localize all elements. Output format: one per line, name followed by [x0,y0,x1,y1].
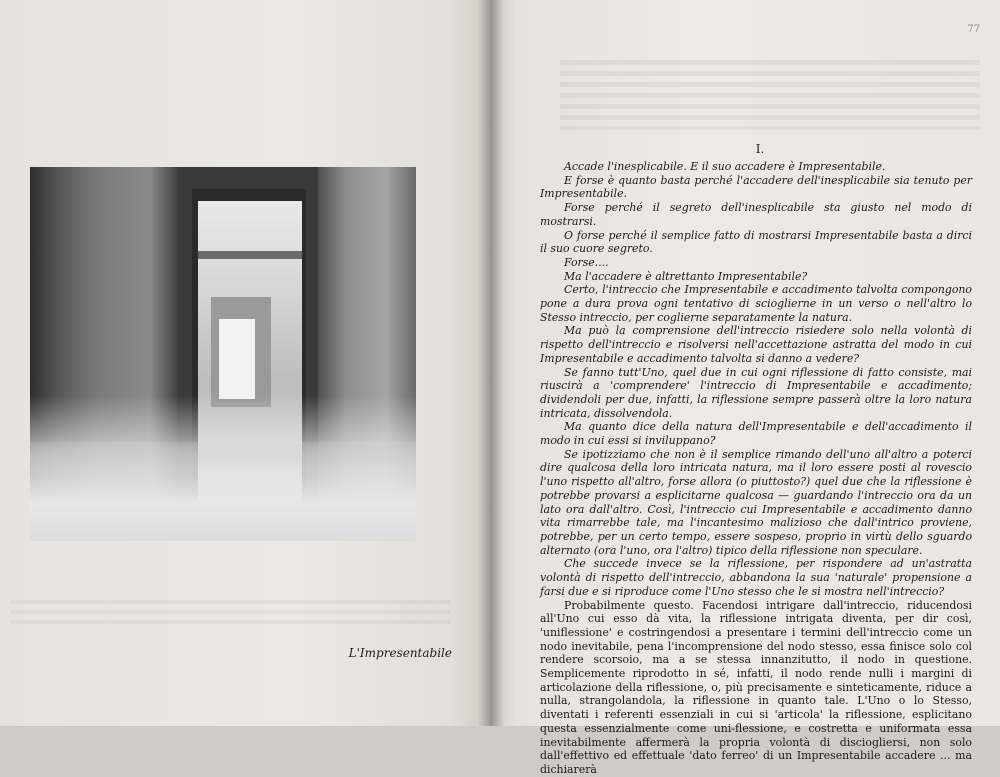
paragraph: Forse perché il segreto dell'inesplicabile sta giusto nel modo di mostrarsi. [540,201,972,228]
paragraph: Accade l'inesplicabile. E il suo accadere è Impresentabile. [564,160,886,173]
paragraph: Ma può la comprensione dell'intreccio risiedere solo nella volontà di rispetto dell'intreccio e risolversi nell'accettazione astratta del modo in cui Impresentabile e accadimento talvolta si danno a vedere? [540,324,972,365]
paragraph: Ma quanto dice della natura dell'Impresentabile e dell'accadimento il modo in cui essi si inviluppano? [540,420,972,448]
page-number: 77 [967,24,980,35]
paragraph: Certo, l'intreccio che Impresentabile e accadimento talvolta compongono pone a dura prova ogni tentativo di scioglierne in un verso o nell'altro lo Stesso intreccio, per coglierne separatamente la natura. [540,283,972,324]
body-text [540,160,972,777]
bleed-through-text [560,60,980,130]
left-page [0,0,490,726]
paragraph: E forse è quanto basta perché l'accadere dell'inesplicabile sia tenuto per Impresentabile. [540,173,972,201]
bleed-through-text [10,600,450,630]
section-number: I. [755,142,765,156]
book-gutter [478,0,504,726]
paragraph: Se fanno tutt'Uno, quel due in cui ogni riflessione di fatto consiste, mai riuscirà a 'comprendere' l'intreccio di Impresentabile e accadimento; dividendoli per due, infatti, la riflessione sempre passerà oltre la loro natura intricata, dissolvendola. [540,365,972,420]
photo-caption: L'Impresentabile [348,646,452,660]
paragraph: Se ipotizziamo che non è il semplice rimando dell'uno all'altro a poterci dire qualcosa della loro intricata natura, ma il loro essere posti al rovescio l'uno rispetto all'altro, forse allora (o piuttosto?) quel due che la riflessione è potrebbe provarsi a esplicitarne qualcosa — guardando l'intreccio ora da un lato ora dall'altro. Così, l'intreccio cui Impresentabile e accadimento danno vita rimarrebbe tale, ma l'incantesimo malizioso che dall'intrico proviene, potrebbe, per un certo tempo, essere sospeso, proprio in virtù dello sguardo alternato (ora l'uno, ora l'altro) tipico della riflessione non speculare. [540,447,972,557]
paragraph: Forse.... [564,255,609,269]
paragraph: O forse perché il semplice fatto di mostrarsi Impresentabile basta a dirci il suo cuore segreto. [540,228,972,256]
paragraph: Che succede invece se la riflessione, per rispondere ad un'astratta volontà di rispetto dell'intreccio, abbandona la sua 'naturale' propensione a farsi due e si riproduce come l'Uno stesso che le si mostra nell'intreccio? [540,557,972,598]
paragraph: Probabilmente questo. Facendosi intrigare dall'intreccio, riducendosi all'Uno cui esso dà vita, la riflessione intrigata diventa, per dir così, 'uniflessione' e costringendosi a presentare i termini dell'intreccio come un nodo inevitabile, pena l'incomprensione del nodo stesso, essa finisce solo col rendere scorsoio, ma a se stessa innanzitutto, il nodo in questione. Semplicemente riprodotto in sé, infatti, il nodo rende nulli i margini di articolazione della riflessione, o, più precisamente e sinteticamente, riduce a nulla, strangolandola, la riflessione in quanto tale. L'Uno o lo Stesso, diventati i referenti essenziali in cui si 'articola' la riflessione, esplicitano questa essenzialmente come uni-flessione, e costretta e uniformata essa inevitabilmente affermerà la propria volontà di disciogliersi, non solo dall'effettivo ed effettuale 'dato ferreo' di un Impresentabile accadere ... ma dichiarerà [540,598,972,776]
paragraph: Ma l'accadere è altrettanto Impresentabile? [564,269,808,283]
photograph-doorway [30,167,416,541]
